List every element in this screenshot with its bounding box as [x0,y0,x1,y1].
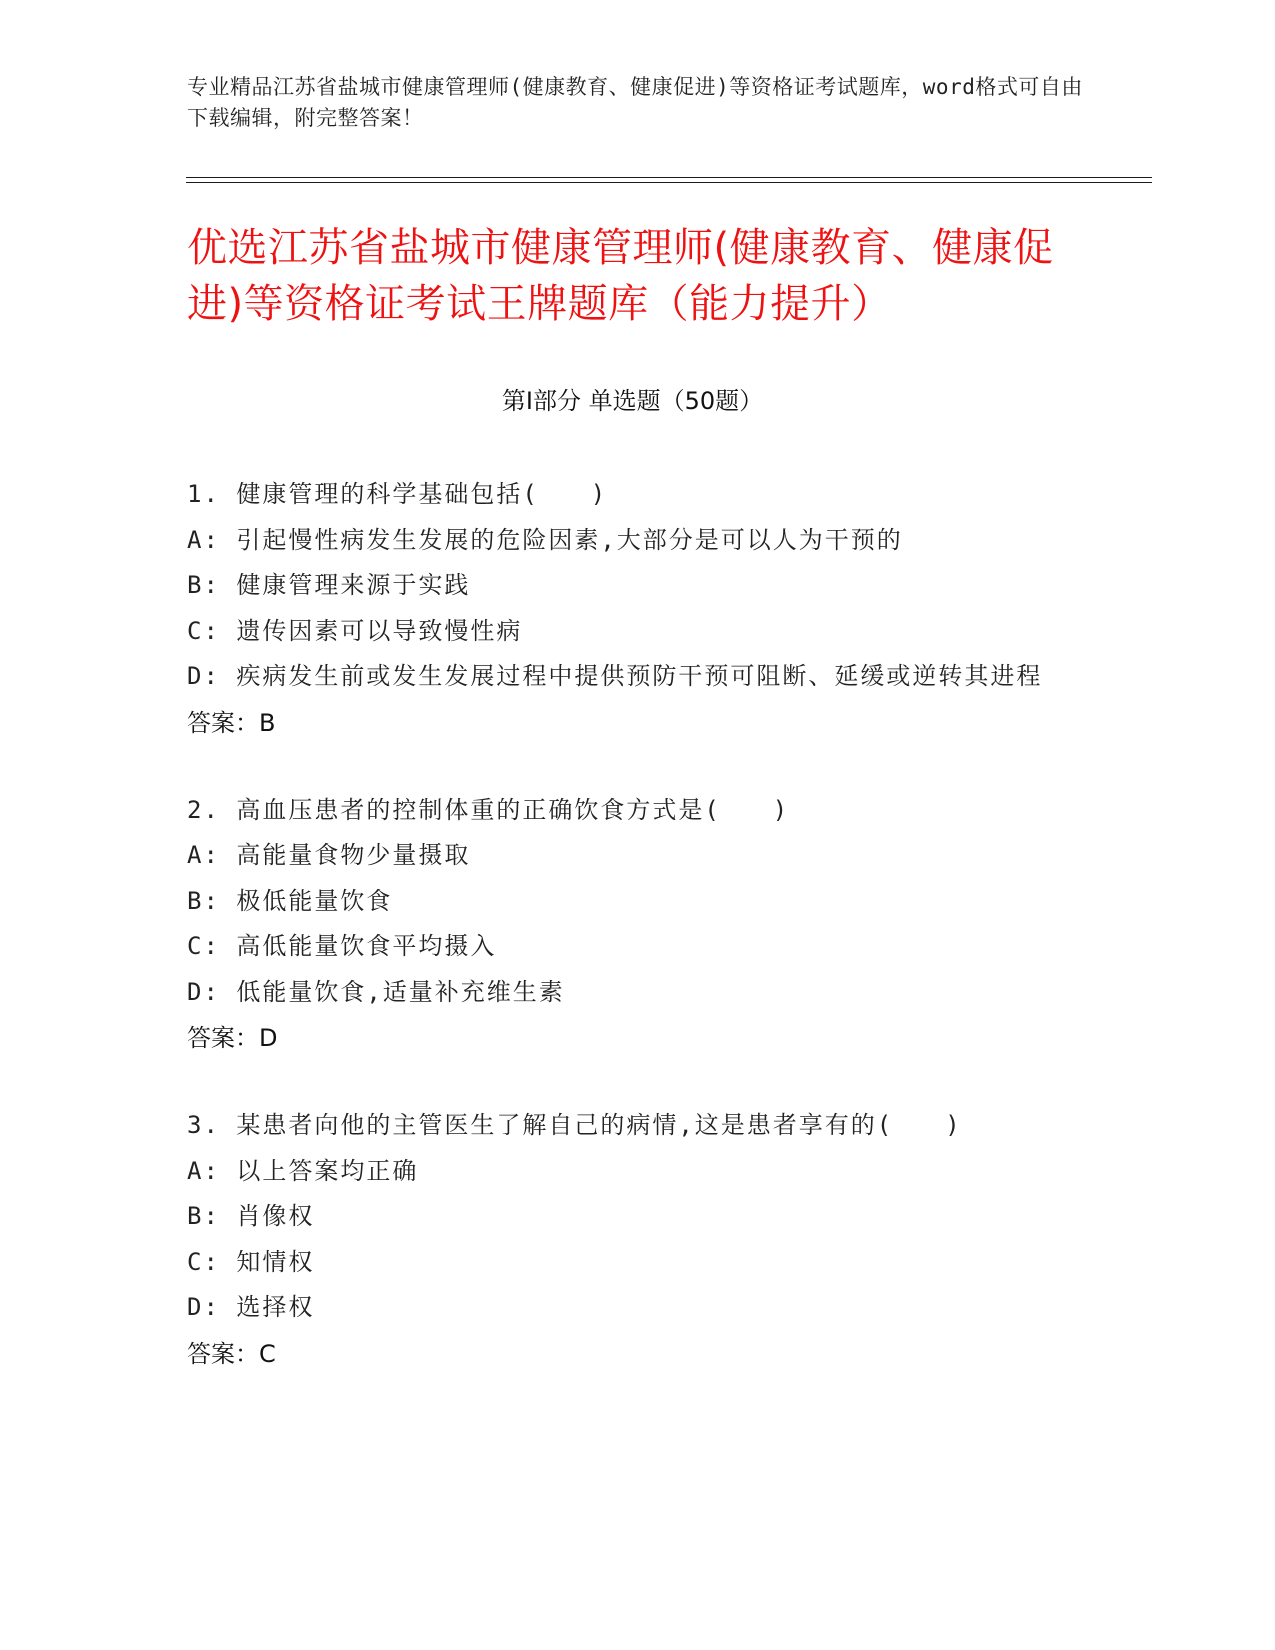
option-d: D: 选择权 [187,1293,315,1321]
answer: 答案：B [187,708,276,737]
header-note: 专业精品江苏省盐城市健康管理师(健康教育、健康促进)等资格证考试题库，word格式可自由下载编辑，附完整答案！ [187,75,1083,130]
option-b: B: 健康管理来源于实践 [187,571,471,599]
answer: 答案：C [187,1339,276,1368]
section-heading: 第Ⅰ部分 单选题（50题） [501,387,764,415]
option-c: C: 遗传因素可以导致慢性病 [187,616,523,645]
question-3 [187,1103,1087,1377]
header-divider-bottom [186,182,1152,183]
option-d: D: 疾病发生前或发生发展过程中提供预防干预可阻断、延缓或逆转其进程 [187,662,1043,690]
option-a: A: 引起慢性病发生发展的危险因素,大部分是可以人为干预的 [187,525,903,554]
document-title: 优选江苏省盐城市健康管理师(健康教育、健康促进)等资格证考试王牌题库（能力提升） [187,225,1054,327]
answer: 答案：D [187,1024,278,1052]
question-stem: 3. 某患者向他的主管医生了解自己的病情,这是患者享有的( ) [187,1111,962,1139]
option-d: D: 低能量饮食,适量补充维生素 [187,977,565,1006]
question-stem: 1. 健康管理的科学基础包括( ) [187,480,608,508]
question-1 [187,472,1087,746]
option-a: A: 以上答案均正确 [187,1156,419,1185]
question-stem: 2. 高血压患者的控制体重的正确饮食方式是( ) [187,795,790,824]
question-list [187,472,1087,1419]
option-b: B: 肖像权 [187,1202,315,1230]
option-a: A: 高能量食物少量摄取 [187,841,471,869]
option-b: B: 极低能量饮食 [187,886,393,915]
option-c: C: 高低能量饮食平均摄入 [187,932,497,960]
option-c: C: 知情权 [187,1247,315,1276]
question-2 [187,788,1087,1062]
header-divider-top [186,177,1152,178]
